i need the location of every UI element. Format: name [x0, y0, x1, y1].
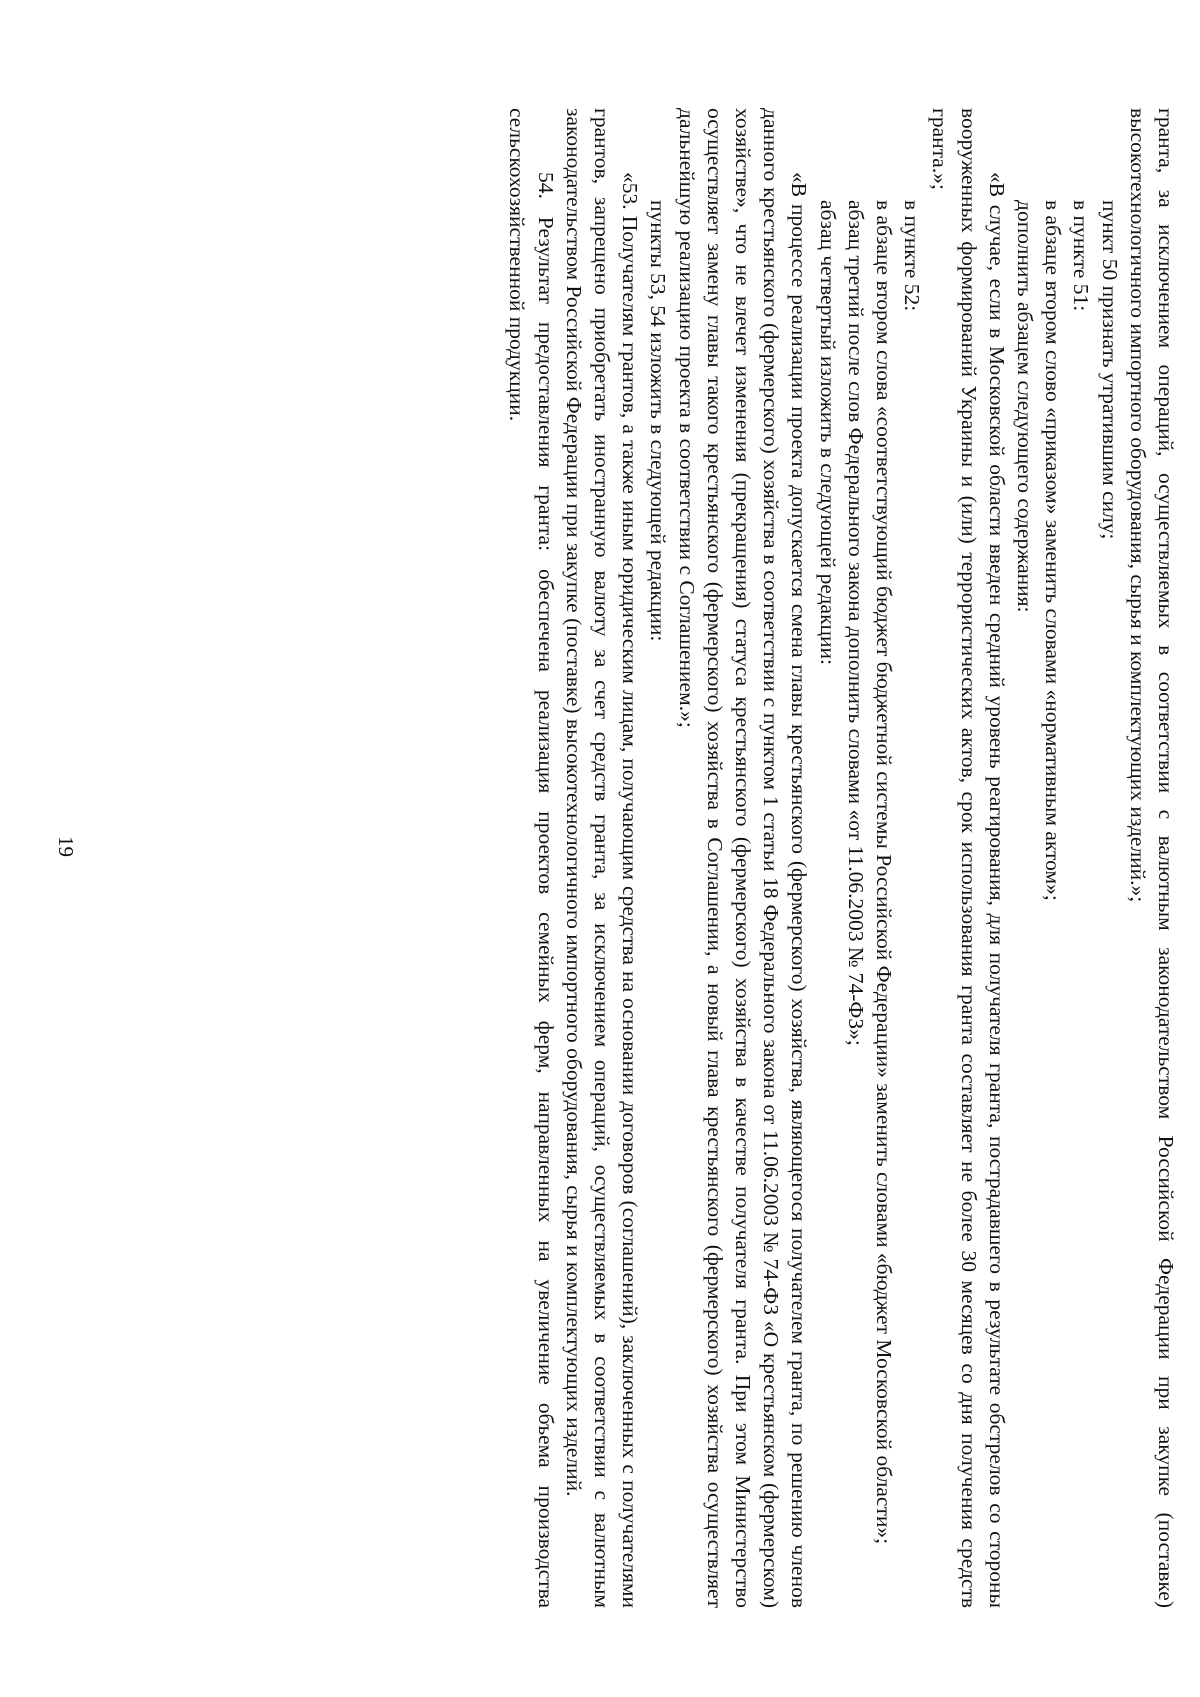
document-body: [503, 108, 1180, 1608]
paragraph-point-52: в пункте 52:: [900, 200, 925, 312]
paragraph-point-53-text: «53. Получателям грантов, а также иным юридическим лицам, получающим средства на основании договоров (соглашений), заключенных с получателями грантов, запрещено приобретать иностранную валюту за счет средств гранта, за исключением операций, осуществляемых в соответствии с валютным законодательством Российской Федерации при закупке (поставке) высокотехнологичного импортного оборудования, сырья и комплектующих изделий.: [561, 108, 643, 1608]
paragraph-51-second-clause: в абзаце втором слово «приказом» заменить словами «нормативным актом»;: [1041, 200, 1066, 901]
paragraph-point-50: пункт 50 признать утратившим силу;: [1097, 200, 1122, 540]
paragraph-grant-continuation: гранта, за исключением операций, осуществляемых в соответствии с валютным законодательством Российской Федерации при закупке (поставке) высокотехнологичного импортного оборудования, сырья и комплектующих изделий.»;: [1125, 108, 1178, 1608]
paragraph-52-new-text: «В процессе реализации проекта допускается смена главы крестьянского (фермерского) хозяйства, являющегося получателем гранта, по решению членов данного крестьянского (фермерского) хозяйства в соответствии с пунктом 1 статьи 18 Федерального закона от 11.06.2003 № 74-ФЗ «О крестьянском (фермерском) хозяйстве», что не влечет изменения (прекращения) статуса крестьянского (фермерского) хозяйства в качестве получателя гранта. При этом Министерство осуществляет замену главы такого крестьянского (фермерского) хозяйства в Соглашении, а новый глава крестьянского (фермерского) хозяйства осуществляет дальнейшую реализацию проекта в соответствии с Соглашением.»;: [674, 108, 812, 1608]
page-number: 19: [54, 836, 78, 857]
paragraph-point-54-text: 54. Результат предоставления гранта: обеспечена реализация проектов семейных ферм, направленных на увеличение объема производства сельскохозяйственной продукции.: [505, 108, 558, 1608]
paragraph-51-add-clause: дополнить абзацем следующего содержания:: [1012, 200, 1037, 613]
paragraph-52-second-clause: в абзаце втором слова «соответствующий бюджет бюджетной системы Российской Федерации» заменить словами «бюджет Московской области»;: [871, 200, 896, 1545]
paragraph-52-third-clause: абзац третий после слов Федерального закона дополнить словами «от 11.06.2003 № 74-ФЗ»;: [843, 200, 868, 1046]
paragraph-52-fourth-clause: абзац четвертый изложить в следующей редакции:: [815, 200, 840, 666]
paragraph-point-51: в пункте 51:: [1069, 200, 1094, 312]
paragraph-points-53-54: пункты 53, 54 изложить в следующей редакции:: [646, 200, 671, 642]
paragraph-51-new-text: «В случае, если в Московской области введен средний уровень реагирования, для получателя гранта, пострадавшего в результате обстрелов со стороны вооруженных формирований Украины и (или) террористических актов, срок использования гранта составляет не более 30 месяцев со дня получения средств гранта.»;: [928, 108, 1009, 1608]
